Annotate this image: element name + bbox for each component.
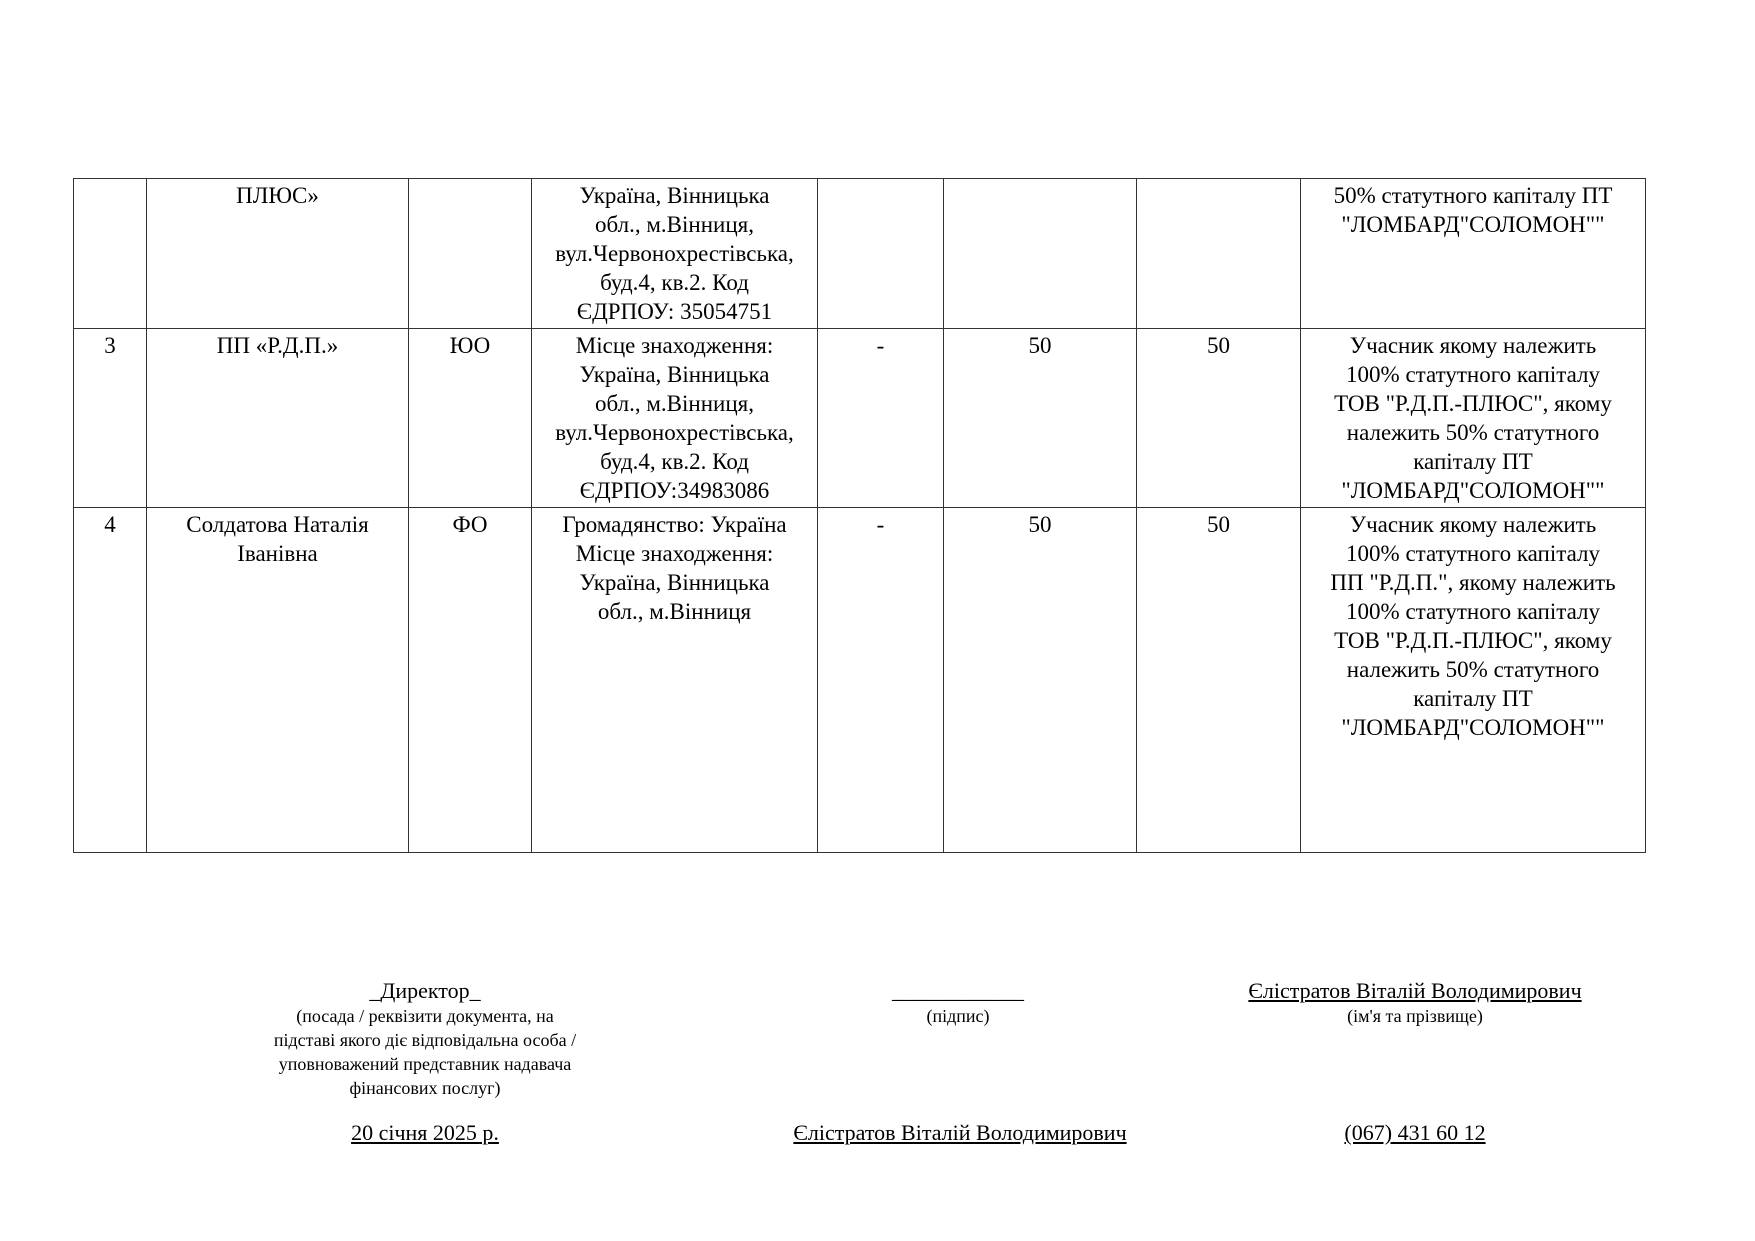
cell-type <box>409 179 532 329</box>
cell-address: Місце знаходження: Україна, Вінницька обл., м.Вінниця, вул.Червонохрестівська, буд.4, кв.2. Код ЄДРПОУ:34983086 <box>532 329 818 508</box>
cell-address: Громадянство: Україна Місце знаходження: Україна, Вінницька обл., м.Вінниця <box>532 508 818 853</box>
cell-number <box>74 179 147 329</box>
position-caption: (посада / реквізити документа, на підставі якого діє відповідальна особа / уповноважений представник надавача фінансових послуг) <box>273 1006 577 1098</box>
table-row <box>74 179 1646 329</box>
cell-name: ПП «Р.Д.П.» <box>147 329 409 508</box>
cell-number: 4 <box>74 508 147 853</box>
cell-direct-share: - <box>818 508 944 853</box>
signature-block <box>858 978 1058 1028</box>
document-date: 20 січня 2025 р. <box>351 1120 499 1145</box>
cell-number: 3 <box>74 329 147 508</box>
cell-total-share <box>1137 179 1301 329</box>
cell-address: Україна, Вінницька обл., м.Вінниця, вул.Червонохрестівська, буд.4, кв.2. Код ЄДРПОУ: 35054751 <box>532 179 818 329</box>
cell-name: Солдатова Наталія Іванівна <box>147 508 409 853</box>
cell-direct-share <box>818 179 944 329</box>
position-title: _Директор_ <box>369 978 481 1003</box>
position-block <box>225 978 625 1100</box>
cell-type: ЮО <box>409 329 532 508</box>
table-row <box>74 329 1646 508</box>
cell-type: ФО <box>409 508 532 853</box>
signature-line: ____________ <box>892 978 1024 1003</box>
ownership-table <box>73 178 1646 853</box>
cell-total-share: 50 <box>1137 329 1301 508</box>
table-row <box>74 508 1646 853</box>
cell-name: ПЛЮС» <box>147 179 409 329</box>
signer-name: Єлістратов Віталій Володимирович <box>1248 978 1582 1003</box>
cell-note: Учасник якому належить 100% статутного капіталу ПП "Р.Д.П.", якому належить 100% статутного капіталу ТОВ "Р.Д.П.-ПЛЮС", якому належить 50% статутного капіталу ПТ "ЛОМБАРД"СОЛОМОН"" <box>1301 508 1646 853</box>
cell-direct-share: - <box>818 329 944 508</box>
cell-indirect-share: 50 <box>944 329 1137 508</box>
cell-indirect-share: 50 <box>944 508 1137 853</box>
name-caption: (ім'я та прізвище) <box>1347 1006 1483 1026</box>
signature-caption: (підпис) <box>926 1006 990 1026</box>
executor-phone: (067) 431 60 12 <box>1344 1120 1486 1145</box>
cell-total-share: 50 <box>1137 508 1301 853</box>
cell-note: Учасник якому належить 100% статутного капіталу ТОВ "Р.Д.П.-ПЛЮС", якому належить 50% статутного капіталу ПТ "ЛОМБАРД"СОЛОМОН"" <box>1301 329 1646 508</box>
executor-name: Єлістратов Віталій Володимирович <box>793 1120 1127 1145</box>
name-block <box>1195 978 1635 1028</box>
cell-indirect-share <box>944 179 1137 329</box>
cell-note: 50% статутного капіталу ПТ "ЛОМБАРД"СОЛОМОН"" <box>1301 179 1646 329</box>
